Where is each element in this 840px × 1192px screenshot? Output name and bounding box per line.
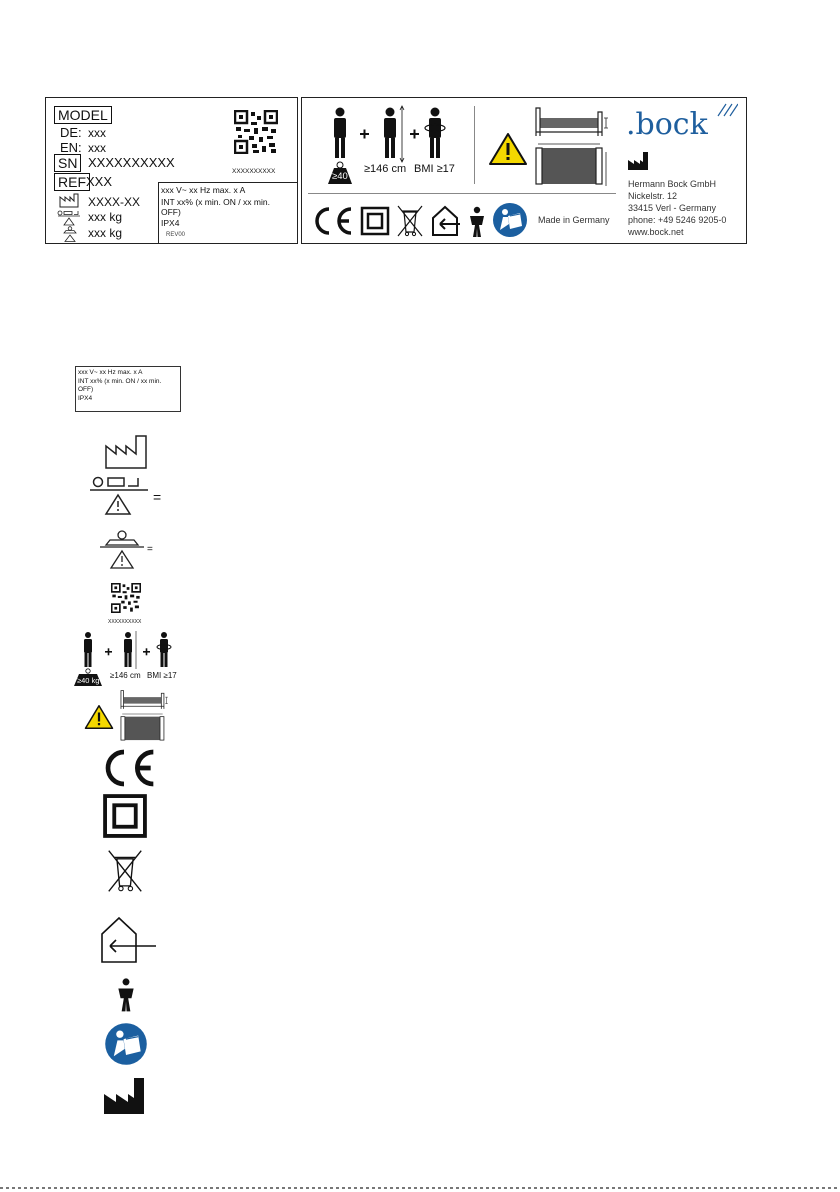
mfg-date-value: XXXX-XX bbox=[88, 195, 141, 209]
qr-code-text: XXXXXXXXXX bbox=[232, 168, 276, 175]
page-bottom-edge bbox=[0, 1187, 840, 1189]
patient-label bbox=[301, 97, 747, 244]
min-height-text: ≥146 cm bbox=[364, 163, 407, 175]
ref-label: REF bbox=[54, 173, 90, 191]
weee-bin-icon bbox=[106, 848, 144, 894]
electrical-line-1: xxx V~ xx Hz max. x A bbox=[161, 185, 246, 195]
bed-dimensions-warning-icon bbox=[116, 688, 178, 744]
brand-slashes bbox=[716, 102, 738, 118]
safe-working-load-icon bbox=[88, 476, 162, 518]
company-name: Hermann Bock GmbH bbox=[628, 179, 717, 189]
ref-value: XXX bbox=[86, 174, 113, 189]
legend-electrical-line-2: INT xx% (x min. ON / xx min. bbox=[78, 378, 162, 385]
legend-min-weight: ≥40 kg bbox=[77, 676, 100, 685]
en-value: xxx bbox=[88, 141, 106, 155]
safe-working-load-icon bbox=[56, 210, 84, 226]
legend-bmi: BMI ≥17 bbox=[147, 671, 177, 680]
read-manual-icon bbox=[104, 1022, 148, 1066]
company-web: www.bock.net bbox=[628, 227, 684, 237]
ce-mark-icon bbox=[98, 748, 158, 788]
electrical-line-2: INT xx% (x min. ON / xx min. bbox=[161, 197, 270, 207]
manufacturer-icon bbox=[628, 152, 650, 170]
en-label: EN: bbox=[60, 140, 82, 155]
manufacturer-icon bbox=[104, 1078, 148, 1114]
qr-code-icon bbox=[234, 110, 278, 154]
legend-electrical-line-1: xxx V~ xx Hz max. x A bbox=[78, 369, 143, 376]
sn-value: XXXXXXXXXX bbox=[88, 155, 175, 170]
horizontal-divider bbox=[308, 193, 616, 194]
revision-text: REV00 bbox=[166, 232, 186, 238]
company-street: Nickelstr. 12 bbox=[628, 191, 678, 201]
legend-qr-code-text: XXXXXXXXXX bbox=[108, 619, 142, 625]
warning-triangle-icon bbox=[84, 704, 114, 730]
de-value: xxx bbox=[88, 126, 106, 140]
max-patient-weight-icon bbox=[98, 530, 146, 570]
min-weight-text: ≥40 kg bbox=[332, 171, 361, 182]
weight-1-value: xxx kg bbox=[88, 210, 123, 224]
qr-code-icon bbox=[111, 583, 141, 613]
company-city: 33415 Verl - Germany bbox=[628, 203, 717, 213]
ce-mark-icon bbox=[310, 206, 354, 236]
electrical-rating-box bbox=[158, 182, 297, 243]
made-in-germany: Made in Germany bbox=[538, 215, 610, 225]
indoor-use-icon bbox=[100, 916, 158, 964]
date-of-manufacture-icon bbox=[58, 193, 82, 209]
type-label bbox=[45, 97, 298, 244]
legend-electrical-line-3: OFF) bbox=[78, 386, 94, 393]
warning-triangle-icon bbox=[488, 132, 528, 166]
electrical-line-3: OFF) bbox=[161, 207, 181, 217]
protection-class-ii-icon bbox=[360, 206, 390, 236]
electrical-line-4: IPX4 bbox=[161, 218, 180, 228]
legend-min-height: ≥146 cm bbox=[110, 671, 141, 680]
equals-sign-2: = bbox=[147, 544, 153, 555]
weight-2-value: xxx kg bbox=[88, 226, 123, 240]
legend-electrical-box bbox=[75, 366, 181, 412]
max-patient-weight-icon bbox=[58, 226, 82, 242]
date-of-manufacture-icon bbox=[104, 434, 152, 470]
type-b-applied-part-icon bbox=[466, 206, 488, 238]
vertical-divider bbox=[474, 106, 475, 184]
legend-electrical-line-4: IPX4 bbox=[78, 395, 93, 402]
company-phone: phone: +49 5246 9205-0 bbox=[628, 215, 727, 225]
protection-class-ii-icon bbox=[102, 793, 148, 839]
type-b-applied-part-icon bbox=[114, 974, 138, 1016]
equals-sign-1: = bbox=[153, 489, 162, 505]
weee-bin-icon bbox=[396, 204, 424, 238]
bmi-text: BMI ≥17 bbox=[414, 163, 455, 175]
model-label: MODEL bbox=[54, 106, 112, 124]
bed-dimensions-warning-icon bbox=[534, 104, 618, 190]
indoor-use-icon bbox=[430, 204, 462, 238]
brand-logo: .bock bbox=[626, 107, 708, 142]
sn-label: SN bbox=[54, 154, 81, 172]
de-label: DE: bbox=[60, 125, 82, 140]
read-manual-icon bbox=[492, 202, 528, 238]
